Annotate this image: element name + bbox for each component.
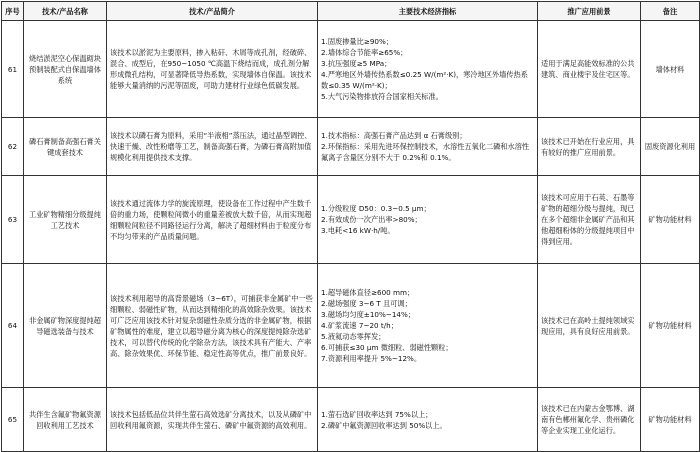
row-name: 非金属矿物深度提纯超导磁选装备与技术 <box>24 264 107 388</box>
row-seq: 61 <box>2 21 24 118</box>
indicator-line: 5.液氦动态零挥发； <box>321 332 386 341</box>
row-prospect: 该技术已在高岭土提纯领域实现应用，具有良好应用前景。 <box>538 264 641 388</box>
indicator-line: 2.有效成份一次产出率>80%； <box>321 215 422 224</box>
row-seq: 62 <box>2 118 24 176</box>
table-row <box>2 118 700 176</box>
indicator-line: 7.资源利用率提升 5%~12%。 <box>321 354 422 363</box>
indicator-line: 4.严寒地区外墙传热系数≤0.25 W/(m²·K)，寒冷地区外墙传热系数≤0.35 W/(m²·K)； <box>321 70 528 90</box>
header-name: 技术/产品名称 <box>24 2 107 21</box>
indicator-line: 3.磁场均匀度±10%~14%； <box>321 310 415 319</box>
table-row <box>2 176 700 264</box>
indicator-line: 2.磁场强度 3~6 T 且可调； <box>321 299 412 308</box>
indicator-line: 6.可捕获≤30 μm 微细粒、弱磁性颗粒； <box>321 343 453 352</box>
row-indicators <box>318 264 538 388</box>
header-seq: 序号 <box>2 2 24 21</box>
indicator-line: 1.超导磁体直径≥600 mm； <box>321 288 415 297</box>
row-remark: 矿物功能材料 <box>641 176 700 264</box>
row-prospect: 该技术已在内蒙古金鄂博、湖南有色郴州氟化学、贵州磷化等企业实现工业化运行。 <box>538 388 641 452</box>
row-remark: 矿物功能材料 <box>641 264 700 388</box>
indicator-line: 1.分级粒度 D50：0.3~0.5 μm； <box>321 204 431 213</box>
indicator-line: 2.环保指标：采用先进环保控制技术，水溶性五氧化二磷和水溶性氟离子含量区分别不大于 0.2%和 0.1%。 <box>321 142 530 162</box>
row-name: 烧结淤泥空心保温砌块预制装配式自保温墙体系统 <box>24 21 107 118</box>
row-name: 磷石膏制备高强石膏关键成套技术 <box>24 118 107 176</box>
row-intro: 该技术包括低品位共伴生萤石高效选矿分离技术，以及从磷矿中回收利用氟资源，实现共伴生萤石、磷矿中氟资源的高效利用。 <box>107 388 318 452</box>
header-prospect: 推广应用前景 <box>538 2 641 21</box>
row-remark: 矿物功能材料 <box>641 388 700 452</box>
row-seq: 64 <box>2 264 24 388</box>
header-indicators: 主要技术经济指标 <box>318 2 538 21</box>
indicator-line: 4.矿浆流速 7~20 t/h； <box>321 321 398 330</box>
row-intro: 该技术利用超导的高背景磁场（3~6T），可捕获非金属矿中一些细颗粒、弱磁性矿物，从而达到精细化的高效除杂效果。该技术可广泛应用该技术针对复杂弱磁性杂质分选的非金属矿物，根据矿物属性的难度，建立以超导磁分离为核心的深度提纯除杂选矿技术，可以替代传统的化学除杂方法，该技术具有产能大、产率高、除杂效果优、环保节能、稳定性高等优点，推广前景良好。 <box>107 264 318 388</box>
indicator-line: 2.墙体综合节能率≥65%； <box>321 48 408 57</box>
indicator-line: 5.大气污染物排放符合国家相关标准。 <box>321 92 443 101</box>
header-remark: 备注 <box>641 2 700 21</box>
indicator-line: 2.磷矿中氟资源回收率达到 50%以上。 <box>321 420 447 430</box>
row-remark: 墙体材料 <box>641 21 700 118</box>
row-indicators <box>318 118 538 176</box>
row-indicators <box>318 21 538 118</box>
indicator-line: 1.固废掺量比≥90%； <box>321 37 393 46</box>
indicator-line: 3.抗压强度≥5 MPa； <box>321 59 392 68</box>
row-prospect: 该技术已开始在行业应用，具有较好的推广应用前景。 <box>538 118 641 176</box>
row-remark: 固废资源化利用 <box>641 118 700 176</box>
row-prospect: 适用于满足高能效标准的公共建筑、商业楼宇及住宅区等。 <box>538 21 641 118</box>
indicator-line: 3.电耗<16 kW·h/吨。 <box>321 226 395 235</box>
row-intro: 该技术以磷石膏为原料，采用“半液相”蒸压法，通过晶型调控、快速干燥、改性粉磨等工艺，制备高强石膏，为磷石膏高附加值规模化利用提供技术支撑。 <box>107 118 318 176</box>
row-indicators <box>318 388 538 452</box>
technology-catalog-table <box>1 1 700 452</box>
row-indicators <box>318 176 538 264</box>
header-intro: 技术/产品简介 <box>107 2 318 21</box>
row-name: 共伴生含氟矿物氟资源回收利用工艺技术 <box>24 388 107 452</box>
row-intro: 该技术以淤泥为主要原料，掺入粘矸、木屑等成孔剂，经破碎、混合、成型后，在950~1050 ℃高温下烧结而成，成孔剂分解形成微孔结构，可显著降低导热系数，实现墙体自保温。该技术能够大量消纳的污泥等固废，可助力建材行业绿色低碳发展。 <box>107 21 318 118</box>
row-prospect: 该技术可应用于石英、石墨等矿物的超细分级与提纯，现已在多个超细非金属矿产品和其他超细粉体的分级提纯项目中得到应用。 <box>538 176 641 264</box>
table-row <box>2 264 700 388</box>
header-row <box>2 2 700 21</box>
indicator-line: 1.技术指标：高强石膏产品达到 α 石膏级别； <box>321 131 467 140</box>
row-name: 工业矿物精细分级提纯工艺技术 <box>24 176 107 264</box>
row-seq: 65 <box>2 388 24 452</box>
row-intro: 该技术通过流体力学的旋流原理，使设备在工作过程中产生数千倍的重力场，使颗粒间微小的重量差被放大数千倍，从而实现超细颗粒间粒径不同路径运行分离，解决了超细材料由于粒度分布不均匀带来的产品质量问题。 <box>107 176 318 264</box>
table-row <box>2 21 700 118</box>
indicator-line: 1.萤石选矿回收率达到 75%以上； <box>321 409 433 419</box>
row-seq: 63 <box>2 176 24 264</box>
table-row <box>2 388 700 452</box>
